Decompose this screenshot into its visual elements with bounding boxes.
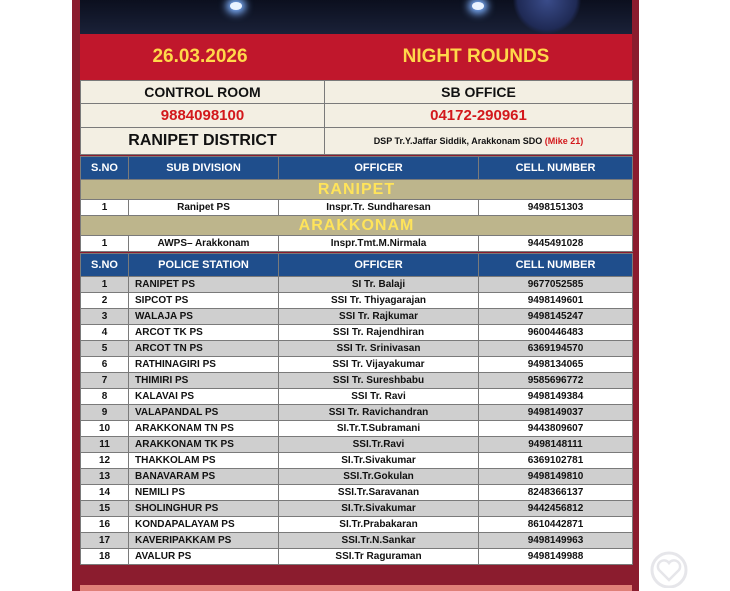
banner-image: [80, 0, 632, 34]
table-row: [81, 325, 633, 341]
row-police-station: ARCOT TN PS: [129, 341, 279, 357]
row-officer: Inspr.Tmt.M.Nirmala: [279, 236, 479, 252]
row-police-station: RATHINAGIRI PS: [129, 357, 279, 373]
headlight-left: [230, 2, 242, 10]
section-title: ARAKKONAM: [81, 216, 633, 236]
row-officer: SSI Tr. Ravichandran: [279, 405, 479, 421]
row-officer: SI.Tr.T.Subramani: [279, 421, 479, 437]
row-police-station: SHOLINGHUR PS: [129, 501, 279, 517]
row-cell-number: 9498149384: [479, 389, 633, 405]
row-police-station: AVALUR PS: [129, 549, 279, 565]
row-police-station: KALAVAI PS: [129, 389, 279, 405]
row-cell-number: 9443809607: [479, 421, 633, 437]
control-room-number: 9884098100: [81, 104, 325, 128]
table-row: [81, 405, 633, 421]
row-police-station: THAKKOLAM PS: [129, 453, 279, 469]
row-police-station: VALAPANDAL PS: [129, 405, 279, 421]
row-officer: SSI Tr. Vijayakumar: [279, 357, 479, 373]
section-row-ranipet: [81, 180, 633, 200]
row-police-station: ARAKKONAM TN PS: [129, 421, 279, 437]
row-cell-number: 9498134065: [479, 357, 633, 373]
row-cell-number: 9498148111: [479, 437, 633, 453]
row-officer: SSI.Tr.Saravanan: [279, 485, 479, 501]
title-bar: [80, 34, 632, 80]
row-sno: 3: [81, 309, 129, 325]
row-officer: SSI.Tr.Gokulan: [279, 469, 479, 485]
row-officer: SSI Tr. Sureshbabu: [279, 373, 479, 389]
row-officer: SSI Tr. Rajkumar: [279, 309, 479, 325]
control-room-label: CONTROL ROOM: [81, 81, 325, 104]
row-officer: SSI.Tr Raguraman: [279, 549, 479, 565]
table-row: [81, 293, 633, 309]
dsp-info: [325, 128, 633, 155]
row-sno: 7: [81, 373, 129, 389]
table-row: [81, 453, 633, 469]
row-officer: SSI Tr. Thiyagarajan: [279, 293, 479, 309]
row-officer: SI.Tr.Sivakumar: [279, 501, 479, 517]
row-sno: 12: [81, 453, 129, 469]
table-row: [81, 517, 633, 533]
row-sno: 6: [81, 357, 129, 373]
row-sno: 5: [81, 341, 129, 357]
row-officer: SSI.Tr.N.Sankar: [279, 533, 479, 549]
row-sno: 14: [81, 485, 129, 501]
row-cell-number: 6369102781: [479, 453, 633, 469]
row-cell-number: 9498145247: [479, 309, 633, 325]
row-sno: 18: [81, 549, 129, 565]
table-row: [81, 341, 633, 357]
date-label: 26.03.2026: [152, 46, 248, 67]
row-police-station: RANIPET PS: [129, 277, 279, 293]
row-sno: 13: [81, 469, 129, 485]
col-header-cell-number: CELL NUMBER: [479, 254, 633, 277]
table-row: [81, 277, 633, 293]
row-sno: 1: [81, 200, 129, 216]
row-sno: 16: [81, 517, 129, 533]
row-cell-number: 9442456812: [479, 501, 633, 517]
row-cell-number: 9585696772: [479, 373, 633, 389]
night-rounds-sheet: [80, 0, 632, 591]
row-sno: 11: [81, 437, 129, 453]
row-cell-number: 8248366137: [479, 485, 633, 501]
row-cell-number: 9498149988: [479, 549, 633, 565]
headlight-right: [472, 2, 484, 10]
col-header-sno: S.NO: [81, 157, 129, 180]
row-sno: 8: [81, 389, 129, 405]
row-police-station: KONDAPALAYAM PS: [129, 517, 279, 533]
sb-office-number: 04172-290961: [325, 104, 633, 128]
row-sno: 10: [81, 421, 129, 437]
row-police-station: NEMILI PS: [129, 485, 279, 501]
row-officer: SI.Tr.Prabakaran: [279, 517, 479, 533]
row-cell-number: 9498149037: [479, 405, 633, 421]
col-header-cell-number: CELL NUMBER: [479, 157, 633, 180]
police-station-table: [80, 253, 633, 565]
row-cell-number: 9498151303: [479, 200, 633, 216]
dsp-name: DSP Tr.Y.Jaffar Siddik, Arakkonam SDO: [373, 136, 543, 146]
table-row: [81, 389, 633, 405]
section-row-arakkonam: [81, 216, 633, 236]
subdivision-table: [80, 156, 633, 252]
row-sub-division: Ranipet PS: [129, 200, 279, 216]
col-header-officer: OFFICER: [279, 157, 479, 180]
row-cell-number: 6369194570: [479, 341, 633, 357]
row-officer: SSI.Tr.Ravi: [279, 437, 479, 453]
row-cell-number: 9498149963: [479, 533, 633, 549]
table-row: [81, 357, 633, 373]
footer-band: [80, 585, 632, 591]
row-sno: 17: [81, 533, 129, 549]
row-officer: Inspr.Tr. Sundharesan: [279, 200, 479, 216]
row-cell-number: 9445491028: [479, 236, 633, 252]
heart-watermark-icon: [640, 548, 698, 588]
row-sno: 4: [81, 325, 129, 341]
row-officer: SI Tr. Balaji: [279, 277, 479, 293]
table-row: [81, 309, 633, 325]
row-police-station: WALAJA PS: [129, 309, 279, 325]
table-row: [81, 437, 633, 453]
district-name: RANIPET DISTRICT: [81, 128, 325, 155]
col-header-police-station: POLICE STATION: [129, 254, 279, 277]
row-sno: 1: [81, 236, 129, 252]
section-title: RANIPET: [81, 180, 633, 200]
table-row: [81, 236, 633, 252]
row-officer: SSI Tr. Srinivasan: [279, 341, 479, 357]
row-sno: 1: [81, 277, 129, 293]
row-police-station: BANAVARAM PS: [129, 469, 279, 485]
row-sno: 9: [81, 405, 129, 421]
table-row: [81, 373, 633, 389]
contact-info-table: [80, 80, 633, 155]
row-police-station: SIPCOT PS: [129, 293, 279, 309]
row-cell-number: 9498149601: [479, 293, 633, 309]
col-header-officer: OFFICER: [279, 254, 479, 277]
station-header-row: [81, 254, 633, 277]
table-row: [81, 485, 633, 501]
row-police-station: KAVERIPAKKAM PS: [129, 533, 279, 549]
row-sno: 2: [81, 293, 129, 309]
row-cell-number: 9498149810: [479, 469, 633, 485]
row-police-station: ARCOT TK PS: [129, 325, 279, 341]
row-cell-number: 9600446483: [479, 325, 633, 341]
page-title: NIGHT ROUNDS: [402, 46, 550, 67]
row-officer: SI.Tr.Sivakumar: [279, 453, 479, 469]
table-row: [81, 469, 633, 485]
row-cell-number: 9677052585: [479, 277, 633, 293]
subdivision-header-row: [81, 157, 633, 180]
row-sno: 15: [81, 501, 129, 517]
table-row: [81, 549, 633, 565]
table-row: [81, 421, 633, 437]
dsp-mike: (Mike 21): [544, 136, 584, 146]
row-police-station: ARAKKONAM TK PS: [129, 437, 279, 453]
officer-figure: [512, 0, 582, 34]
row-officer: SSI Tr. Ravi: [279, 389, 479, 405]
col-header-sno: S.NO: [81, 254, 129, 277]
row-cell-number: 8610442871: [479, 517, 633, 533]
row-police-station: THIMIRI PS: [129, 373, 279, 389]
table-row: [81, 200, 633, 216]
sb-office-label: SB OFFICE: [325, 81, 633, 104]
table-row: [81, 533, 633, 549]
row-officer: SSI Tr. Rajendhiran: [279, 325, 479, 341]
row-sub-division: AWPS– Arakkonam: [129, 236, 279, 252]
col-header-sub-division: SUB DIVISION: [129, 157, 279, 180]
table-row: [81, 501, 633, 517]
